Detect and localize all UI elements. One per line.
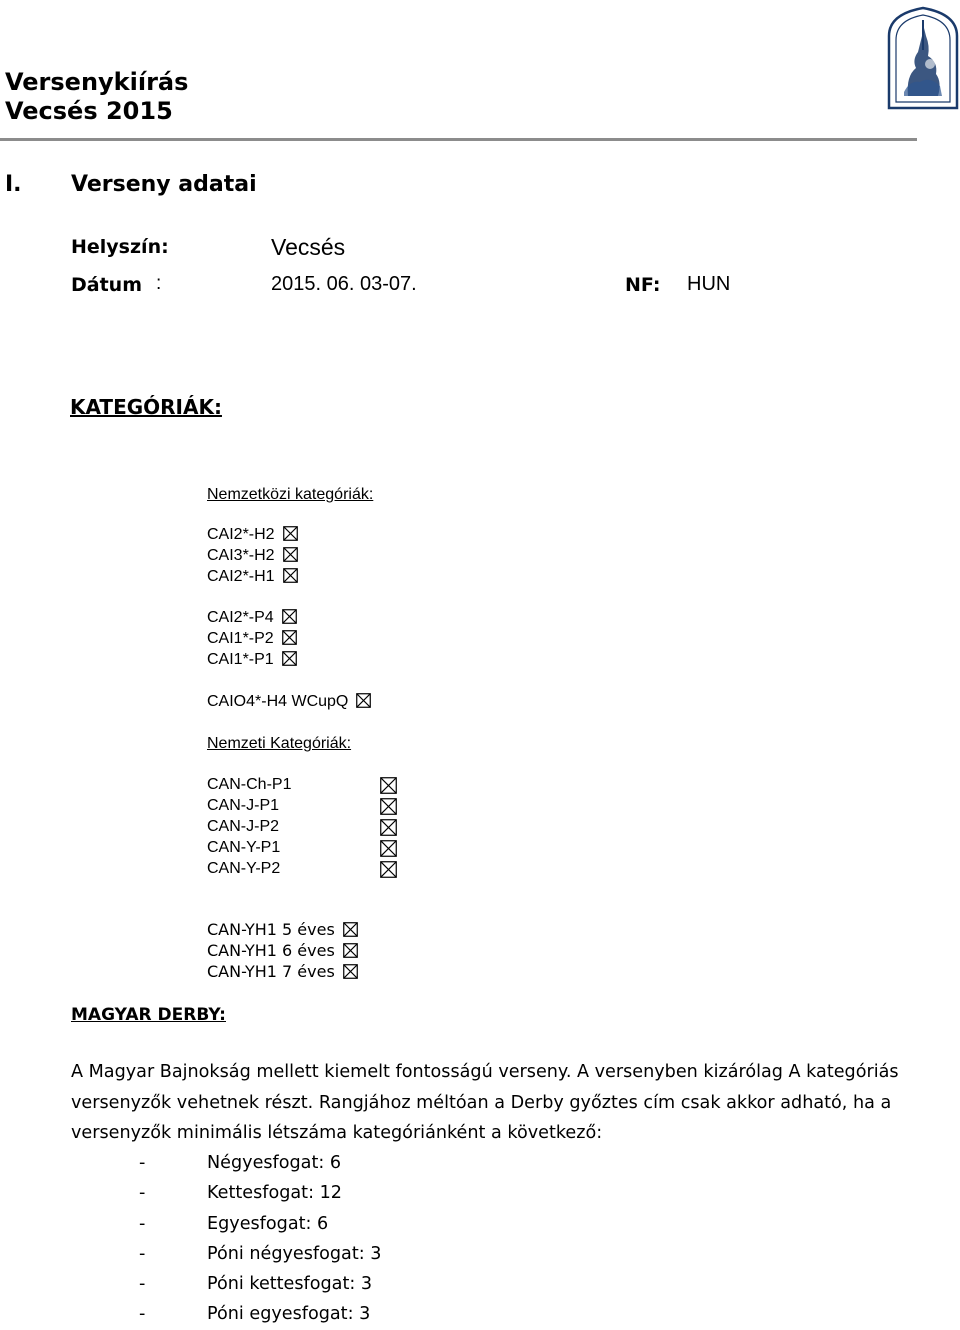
list-item: - Póni kettesfogat: 3 xyxy=(139,1274,373,1295)
emblem-logo xyxy=(886,6,960,110)
checked-box-icon xyxy=(380,861,397,882)
national-checkboxes xyxy=(380,777,397,882)
checked-box-icon xyxy=(380,840,397,861)
category-item: CAI3*-H2 xyxy=(207,546,298,566)
nf-label: NF: xyxy=(625,274,661,296)
location-value: Vecsés xyxy=(271,234,346,260)
header-rule xyxy=(0,138,917,141)
list-item: - Póni négyesfogat: 3 xyxy=(139,1243,382,1264)
checked-box-icon xyxy=(380,777,397,798)
checked-box-icon xyxy=(283,568,298,583)
category-item: CAI2*-H2 xyxy=(207,525,298,545)
category-item: CAI1*-P1 xyxy=(207,650,297,670)
category-item: CAIO4*-H4 WCupQ xyxy=(207,692,371,712)
checked-box-icon xyxy=(282,630,297,645)
location-label: Helyszín: xyxy=(71,236,169,258)
category-item: CAN-YH1 7 éves xyxy=(207,962,358,982)
list-item: - Egyesfogat: 6 xyxy=(139,1213,329,1234)
category-item: CAI2*-P4 xyxy=(207,608,297,628)
checked-box-icon xyxy=(380,819,397,840)
checked-box-icon xyxy=(343,922,358,937)
international-group-1 xyxy=(207,525,298,587)
document-title-line2: Vecsés 2015 xyxy=(5,97,173,125)
category-item: CAI1*-P2 xyxy=(207,629,297,649)
section-title: Verseny adatai xyxy=(71,172,257,197)
category-item: CAN-YH1 6 éves xyxy=(207,941,358,961)
category-item: CAN-YH1 5 éves xyxy=(207,920,358,940)
list-item: - Póni egyesfogat: 3 xyxy=(139,1304,371,1325)
section-number: I. xyxy=(5,172,22,197)
date-label: Dátum xyxy=(71,274,142,296)
international-group-2 xyxy=(207,608,297,670)
list-item: - Kettesfogat: 12 xyxy=(139,1183,342,1204)
young-horse-categories xyxy=(207,920,358,982)
checked-box-icon xyxy=(380,798,397,819)
checked-box-icon xyxy=(343,943,358,958)
checked-box-icon xyxy=(283,526,298,541)
list-item: - Négyesfogat: 6 xyxy=(139,1153,342,1173)
category-item: CAN-Ch-P1 xyxy=(207,776,292,793)
derby-paragraph: A Magyar Bajnokság mellett kiemelt fontosságú verseny. A versenyben kizárólag A kategóriás versenyzők vehetnek részt. Rangjához méltóan a Derby győztes cím csak akkor adható, ha a versenyzők minimális létszáma kategóriánként a következő: xyxy=(71,1062,899,1143)
category-item: CAN-J-P1 xyxy=(207,797,280,814)
checked-box-icon xyxy=(282,651,297,666)
checked-box-icon xyxy=(343,964,358,979)
national-categories-heading: Nemzeti Kategóriák: xyxy=(207,735,352,752)
category-item: CAN-Y-P2 xyxy=(207,860,281,877)
checked-box-icon xyxy=(283,547,298,562)
date-colon: : xyxy=(156,273,162,294)
document-title-line1: Versenykiírás xyxy=(5,68,189,96)
derby-minimum-list xyxy=(0,1148,960,1330)
category-item: CAN-J-P2 xyxy=(207,818,280,835)
categories-heading: KATEGÓRIÁK: xyxy=(70,395,222,419)
international-categories-heading: Nemzetközi kategóriák: xyxy=(207,486,374,503)
nf-value: HUN xyxy=(687,273,731,295)
category-item: CAI2*-H1 xyxy=(207,567,298,587)
checked-box-icon xyxy=(356,693,371,708)
checked-box-icon xyxy=(282,609,297,624)
national-categories-list xyxy=(207,775,291,879)
date-value: 2015. 06. 03-07. xyxy=(271,273,417,295)
category-item: CAN-Y-P1 xyxy=(207,839,281,856)
derby-heading: MAGYAR DERBY: xyxy=(71,1005,226,1025)
